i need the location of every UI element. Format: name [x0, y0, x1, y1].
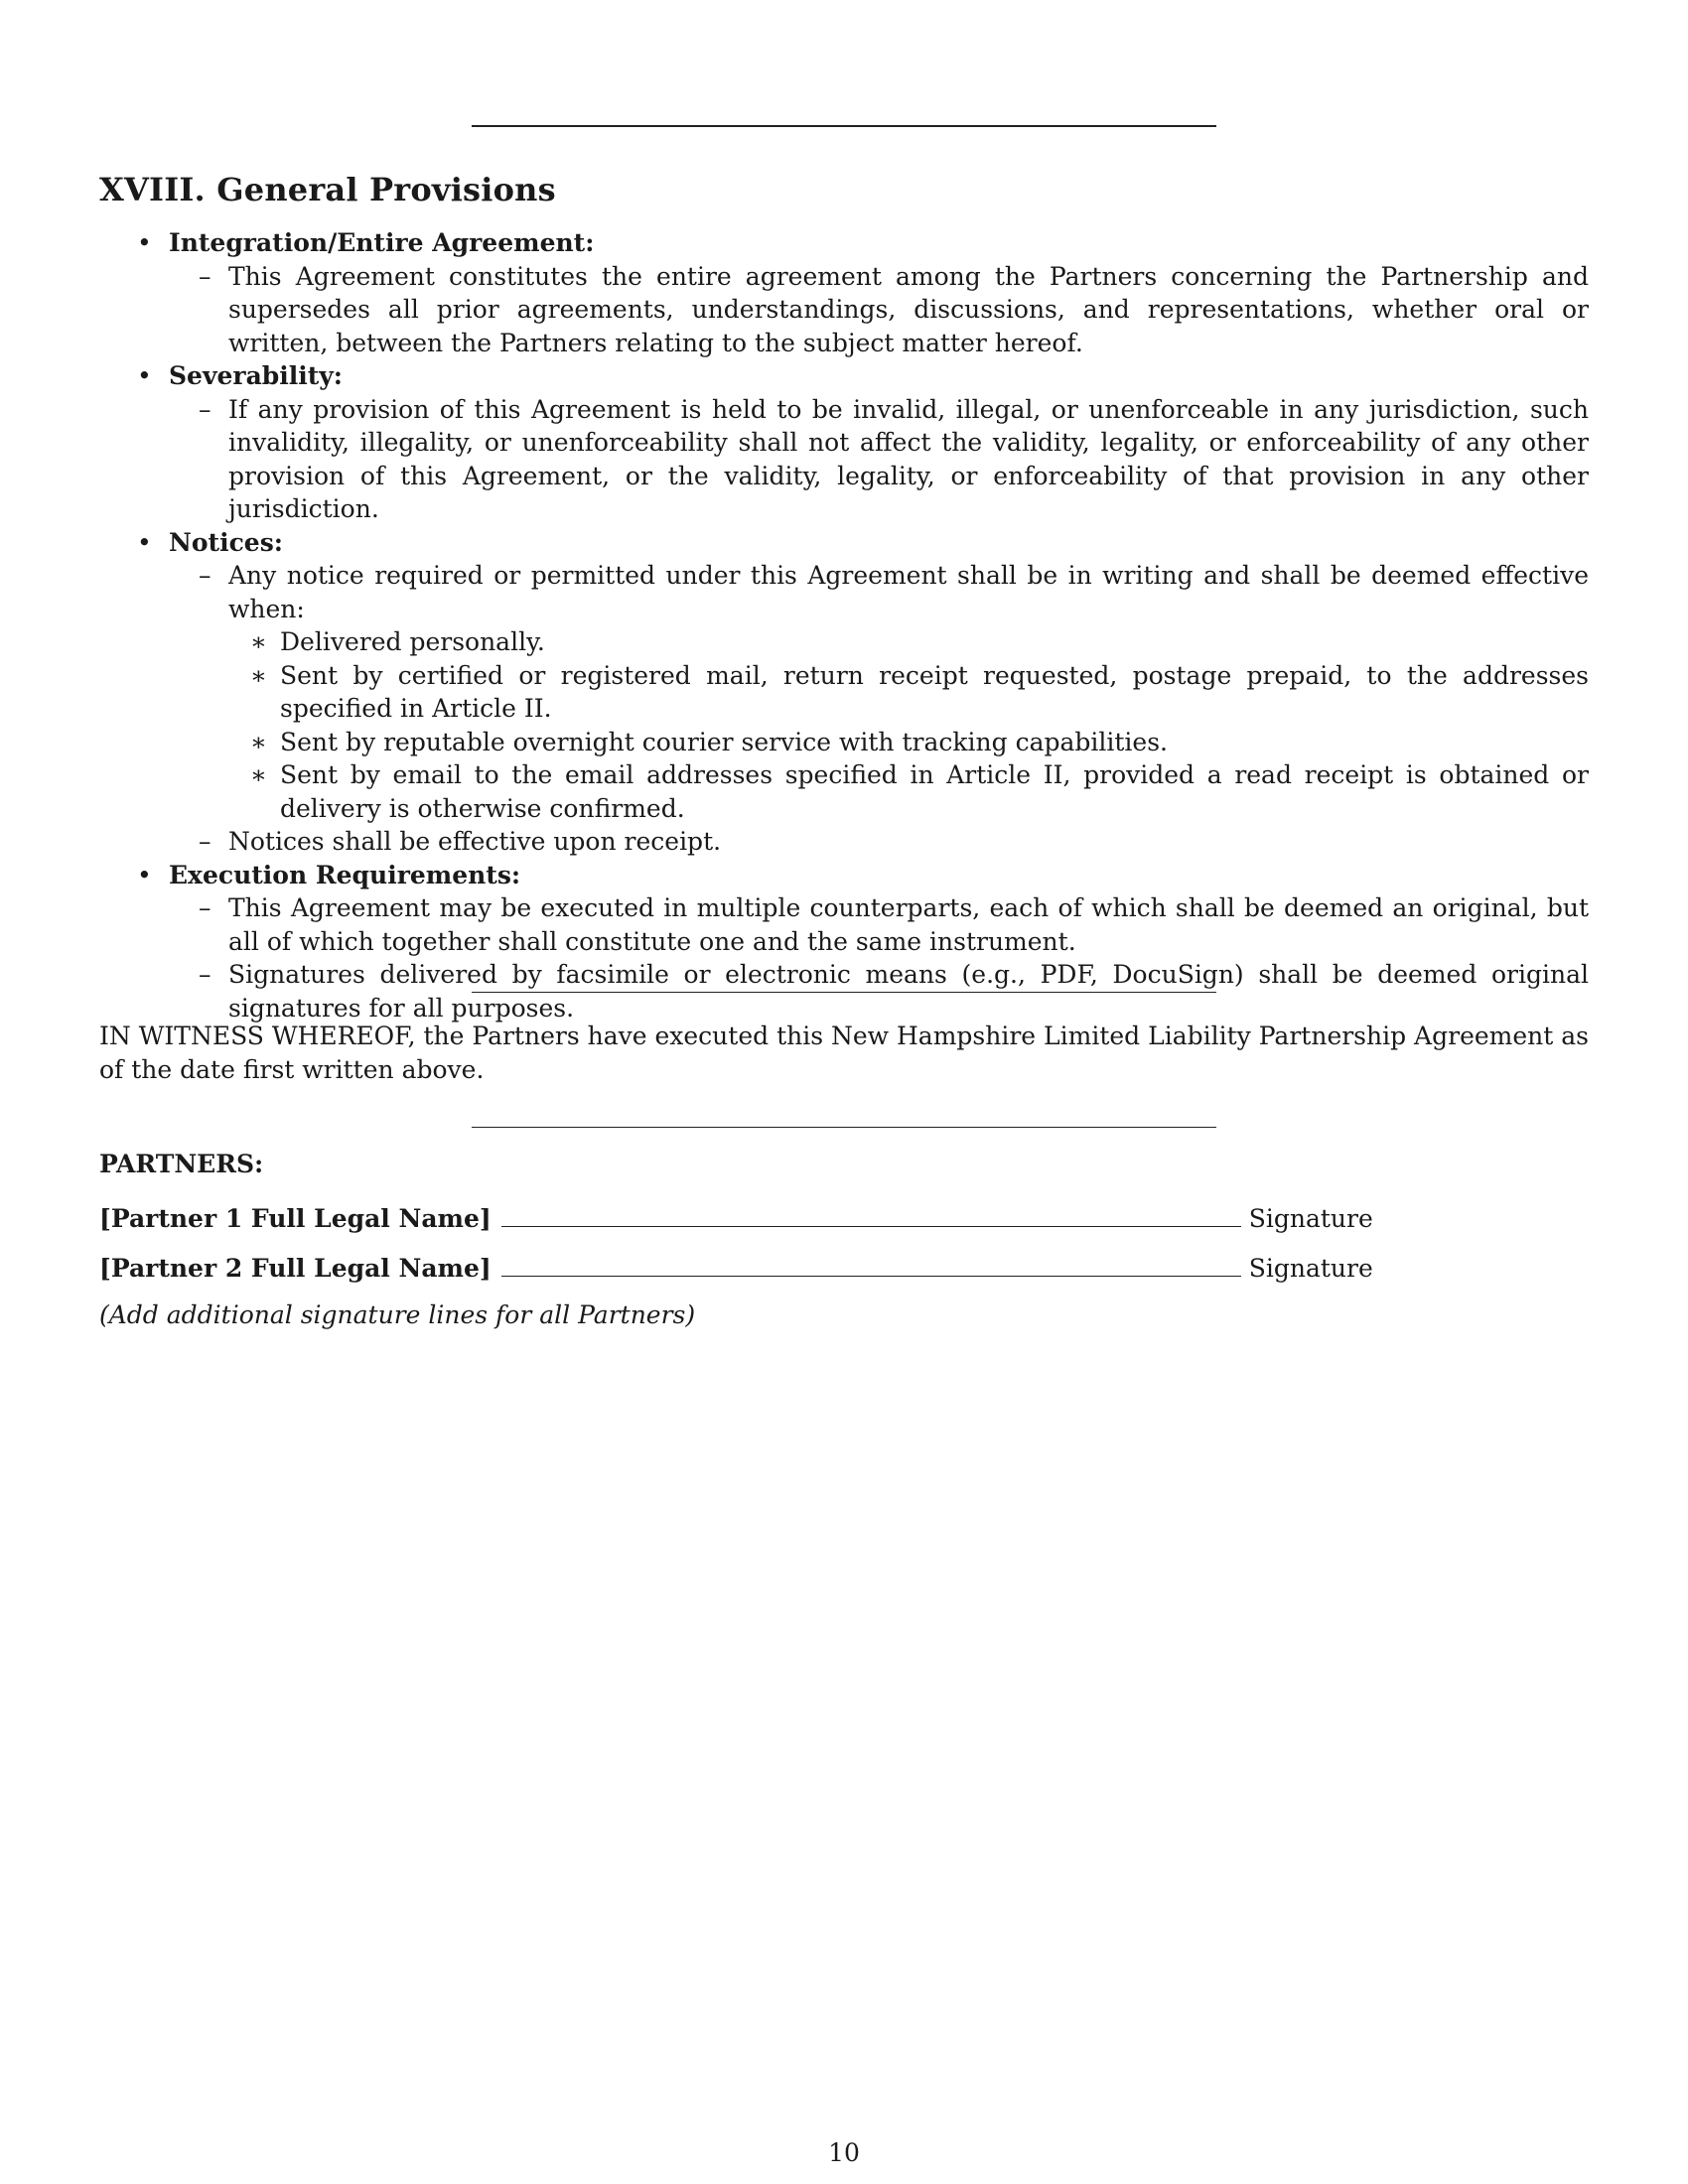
provision-notices: [99, 526, 1589, 560]
notice-method: [99, 659, 1589, 726]
signature-line: [99, 1252, 1589, 1286]
witness-clause: IN WITNESS WHEREOF, the Partners have executed this New Hampshire Limited Liability Partnership Agreement as of the date first written above.: [99, 1022, 1589, 1084]
signature-line: [99, 1202, 1589, 1236]
dash-icon: –: [199, 827, 211, 856]
provision-heading: Severability:: [169, 361, 344, 390]
provisions-list: [0, 226, 1589, 1024]
notice-method-text: Sent by reputable overnight courier service with tracking capabilities.: [280, 727, 1168, 756]
bullet-icon: •: [137, 228, 152, 257]
notice-method: [99, 758, 1589, 825]
provision-item: [99, 260, 1589, 360]
dash-icon: –: [199, 893, 211, 922]
provision-item: [99, 559, 1589, 625]
provision-heading: Integration/Entire Agreement:: [169, 228, 595, 257]
signature-field[interactable]: [501, 1202, 1241, 1227]
provision-item-text: Notices shall be effective upon receipt.: [228, 827, 722, 856]
provision-item: [99, 393, 1589, 526]
provision-item-text: Any notice required or permitted under this Agreement shall be in writing and shall be deemed effective when:: [228, 561, 1589, 623]
asterisk-icon: ∗: [250, 627, 267, 656]
partners-heading: PARTNERS:: [99, 1150, 264, 1178]
signature-label: Signature: [1248, 1254, 1373, 1283]
asterisk-icon: ∗: [250, 660, 267, 690]
page-number: 10: [828, 2138, 860, 2167]
notice-method: [99, 625, 1589, 659]
notice-method: [99, 726, 1589, 759]
notice-method-text: Sent by certified or registered mail, return receipt requested, postage prepaid, to the addresses specified in Article II.: [280, 660, 1589, 723]
bullet-icon: •: [137, 527, 152, 557]
asterisk-icon: ∗: [250, 760, 267, 789]
signature-note: (Add additional signature lines for all Partners): [99, 1300, 696, 1329]
notice-method-text: Sent by email to the email addresses specified in Article II, provided a read receipt is obtained or delivery is otherwise confirmed.: [280, 760, 1589, 823]
provision-item-text: If any provision of this Agreement is held to be invalid, illegal, or unenforceable in any jurisdiction, such invalidity, illegality, or unenforceability shall not affect the validity, legality, or enforceability of any other provision of this Agreement, or the validity, legality, or enforceability of that provision in any other jurisdiction.: [228, 394, 1589, 523]
bullet-icon: •: [137, 860, 152, 889]
divider: [472, 1127, 1216, 1128]
signature-field[interactable]: [501, 1252, 1241, 1277]
partner-name: [Partner 1 Full Legal Name]: [99, 1204, 492, 1233]
provision-heading: Execution Requirements:: [169, 860, 521, 889]
provision-item-text: This Agreement constitutes the entire agreement among the Partners concerning the Partnership and supersedes all prior agreements, understandings, discussions, and representations, whether oral or written, between the Partners relating to the subject matter hereof.: [228, 261, 1589, 357]
provision-severability: [99, 359, 1589, 393]
asterisk-icon: ∗: [250, 727, 267, 756]
provision-integration: [99, 226, 1589, 260]
provision-item: [99, 825, 1589, 859]
provision-heading: Notices:: [169, 527, 284, 557]
dash-icon: –: [199, 561, 211, 590]
notice-method-text: Delivered personally.: [280, 627, 545, 656]
section-title: XVIII. General Provisions: [99, 171, 556, 208]
provision-item: [99, 891, 1589, 958]
provision-item-text: This Agreement may be executed in multiple counterparts, each of which shall be deemed an original, but all of which together shall constitute one and the same instrument.: [228, 893, 1589, 956]
provision-item-text: Signatures delivered by facsimile or electronic means (e.g., PDF, DocuSign) shall be deemed original signatures for all purposes.: [228, 960, 1589, 1023]
dash-icon: –: [199, 261, 211, 291]
document-page: [99, 0, 1589, 2184]
bullet-icon: •: [137, 361, 152, 390]
divider: [472, 992, 1216, 993]
dash-icon: –: [199, 394, 211, 424]
provision-execution: [99, 859, 1589, 892]
signature-label: Signature: [1248, 1204, 1373, 1233]
dash-icon: –: [199, 960, 211, 989]
partner-name: [Partner 2 Full Legal Name]: [99, 1254, 492, 1283]
